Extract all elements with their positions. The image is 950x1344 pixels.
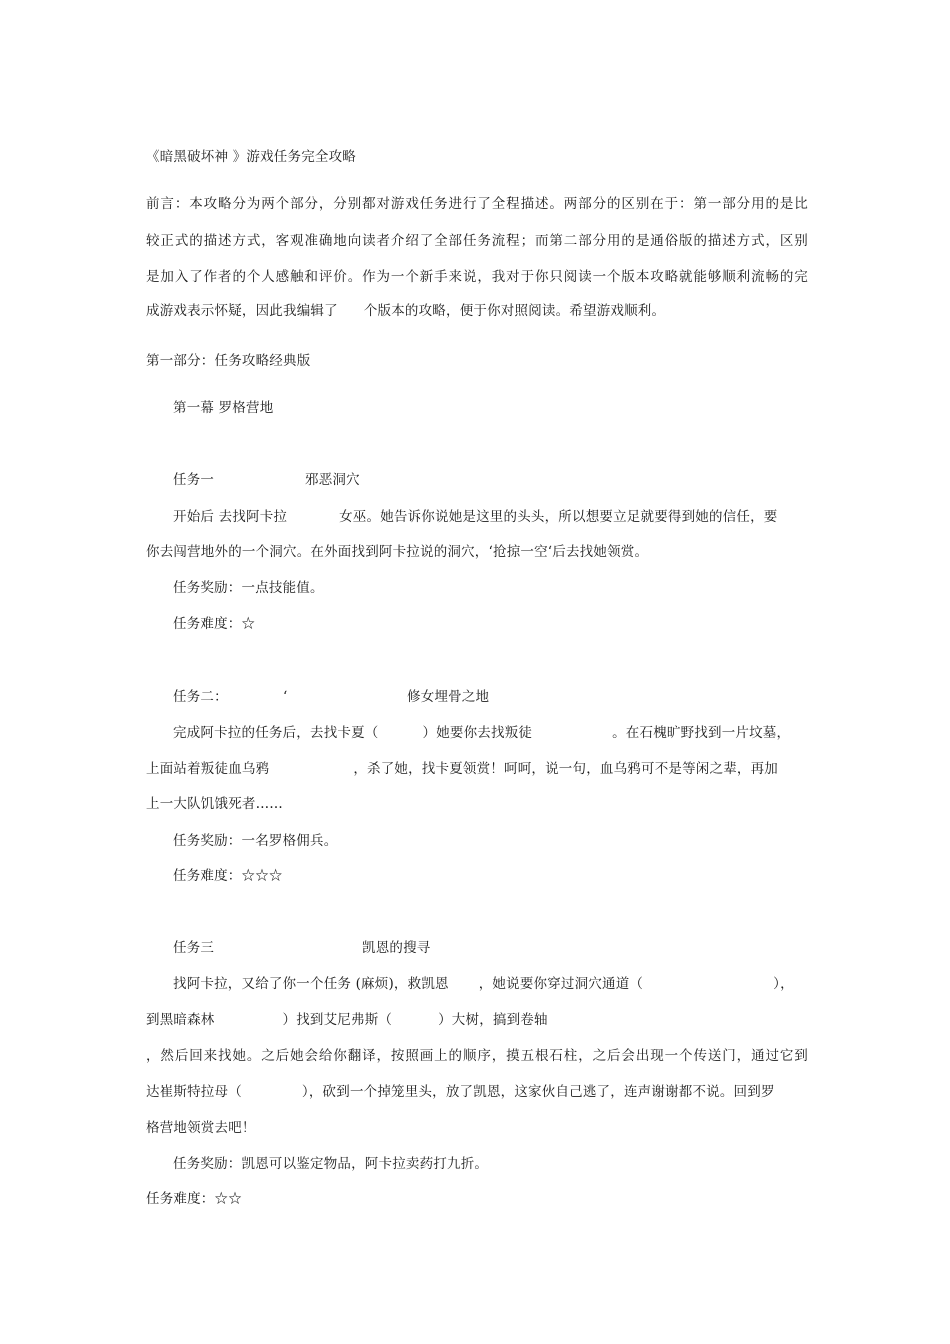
quest3-line-2c: ）大树，搞到卷轴 [438, 1012, 548, 1028]
preface-line-4 [146, 302, 665, 320]
quest1-line-1a: 开始后 去找阿卡拉 [173, 509, 288, 525]
quest2-line-1 [173, 724, 790, 742]
quest1-reward: 任务奖励：一点技能值。 [173, 580, 324, 596]
quest2-name: 修女埋骨之地 [407, 689, 490, 705]
quest2-line-2a: 上面站着叛徒血乌鸦 [146, 761, 270, 777]
preface-line-4b: 个版本的攻略，便于你对照阅读。希望游戏顺利。 [363, 303, 666, 319]
quest3-label: 任务三 [173, 940, 215, 956]
quest2-reward: 任务奖励：一名罗格佣兵。 [173, 833, 338, 849]
quest2-line-1c: 。在石槐旷野找到一片坟墓， [612, 725, 791, 741]
quest3-line-1a: 找阿卡拉，又给了你一个任务 (麻烦)，救凯恩 [173, 976, 449, 992]
quest3-line-2b: ）找到艾尼弗斯（ [282, 1012, 393, 1028]
quest3-difficulty: 任务难度：☆☆ [146, 1191, 242, 1207]
quest3-line-1b: ，她说要你穿过洞穴通道（ [478, 976, 644, 992]
quest2-label: 任务二： [173, 689, 228, 705]
quest2-line-1b: ）她要你去找叛徒 [422, 725, 533, 741]
part1-heading: 第一部分：任务攻略经典版 [146, 353, 311, 369]
preface-line-4a: 成游戏表示怀疑，因此我编辑了 [146, 303, 338, 319]
quest1-name: 邪恶洞穴 [305, 472, 360, 488]
quest1-line-2: 你去闯营地外的一个洞穴。在外面找到阿卡拉说的洞穴，‘抢掠一空‘后去找她领赏。 [146, 544, 649, 560]
quest3-line-4b: ），砍到一个掉笼里头，放了凯恩，这家伙自己逃了，连声谢谢都不说。回到罗 [301, 1084, 775, 1100]
document-title: 《暗黑破坏神 》游戏任务完全攻略 [146, 149, 356, 165]
quest3-line-5: 格营地领赏去吧！ [146, 1120, 256, 1136]
quest2-line-2 [146, 760, 778, 778]
quest1-line-1 [173, 508, 778, 526]
quest3-reward: 任务奖励：凯恩可以鉴定物品，阿卡拉卖药打九折。 [173, 1156, 489, 1172]
quest2-quote: ‘ [283, 689, 288, 705]
quest3-line-4a: 达崔斯特拉母（ [146, 1084, 242, 1100]
quest2-difficulty: 任务难度：☆☆☆ [173, 868, 283, 884]
quest3-line-4 [146, 1083, 775, 1101]
quest3-line-2 [146, 1011, 548, 1029]
quest1-label: 任务一 [173, 472, 215, 488]
act1-heading: 第一幕 罗格营地 [173, 400, 274, 416]
quest3-name: 凯恩的搜寻 [362, 940, 431, 956]
quest1-line-1b: 女巫。她告诉你说她是这里的头头，所以想要立足就要得到她的信任，要 [339, 509, 778, 525]
preface-line-2: 较正式的描述方式，客观准确地向读者介绍了全部任务流程；而第二部分用的是通俗版的描述方式，区别 [146, 233, 808, 249]
quest2-line-2b: ，杀了她，找卡夏领赏！呵呵，说一句，血乌鸦可不是等闲之辈，再加 [353, 761, 779, 777]
preface-line-1: 前言：本攻略分为两个部分，分别都对游戏任务进行了全程描述。两部分的区别在于：第一部分用的是比 [146, 196, 808, 212]
quest2-line-3: 上一大队饥饿死者…… [146, 796, 283, 812]
quest3-line-1c: ）， [773, 976, 794, 992]
quest3-line-3: ，然后回来找她。之后她会给你翻译，按照画上的顺序，摸五根石柱，之后会出现一个传送门，通过它到 [146, 1048, 808, 1064]
quest3-line-2a: 到黑暗森林 [146, 1012, 215, 1028]
preface-line-3: 是加入了作者的个人感触和评价。作为一个新手来说，我对于你只阅读一个版本攻略就能够顺利流畅的完 [146, 269, 808, 285]
quest1-difficulty: 任务难度：☆ [173, 616, 256, 632]
quest3-line-1 [173, 975, 794, 993]
quest2-line-1a: 完成阿卡拉的任务后，去找卡夏（ [173, 725, 379, 741]
